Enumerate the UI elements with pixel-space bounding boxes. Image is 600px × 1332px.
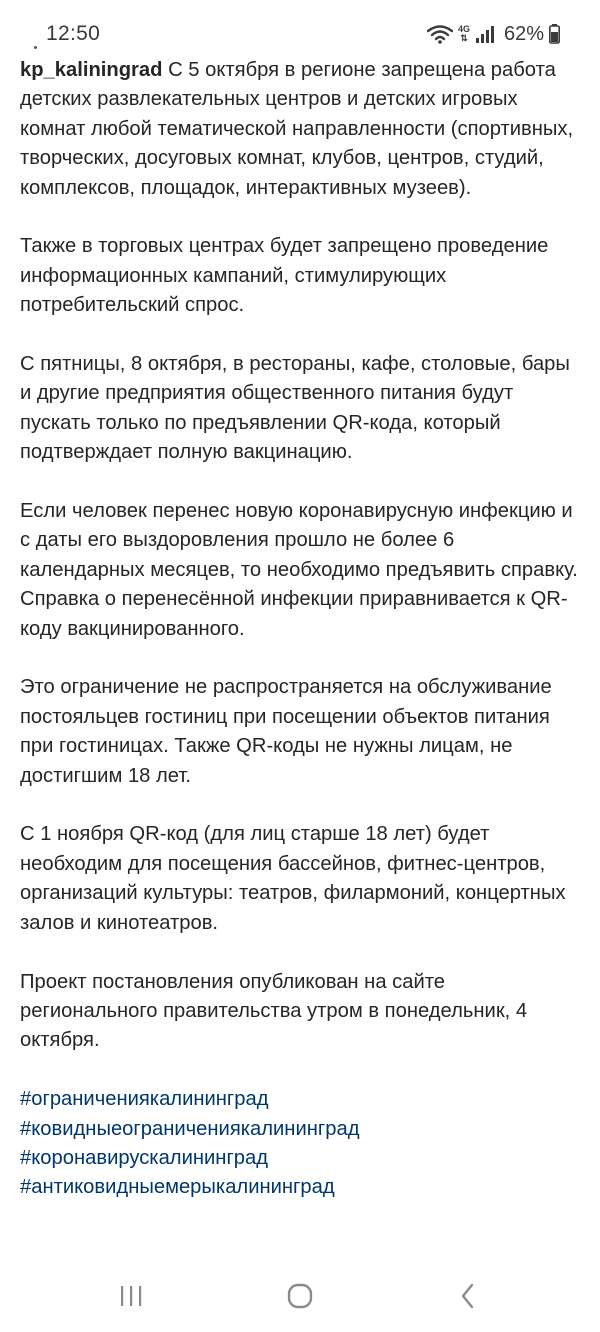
signal-icon xyxy=(475,24,497,44)
battery-percent: 62% xyxy=(503,22,544,45)
hashtag-link[interactable]: #антиковидныемерыкалининград xyxy=(20,1176,335,1199)
caption-paragraph: Это ограничение не распространяется на обслуживание постояльцев гостиниц при посещении объектов питания при гостиницах. Также QR-коды не нужны лицам, не достигшим 18 лет. xyxy=(20,676,552,787)
caption-text: С 5 октября в регионе запрещена работа детских развлекательных центров и детских игровых комнат любой тематической направленности (спортивных, творческих, досуговых комнат, клубов, центров, студий, комплексов, площадок, интерактивных музеев). xyxy=(20,59,574,199)
status-icons xyxy=(427,20,560,48)
caption-paragraph xyxy=(20,56,582,203)
recents-button[interactable] xyxy=(101,1276,161,1320)
home-button[interactable] xyxy=(270,1276,330,1320)
caption-paragraph: С пятницы, 8 октября, в рестораны, кафе, столовые, бары и другие предприятия общественного питания будут пускать только по предъявлении QR-кода, который подтверждает полную вакцинацию. xyxy=(20,353,570,464)
post-username[interactable]: kp_kaliningrad xyxy=(20,59,163,81)
caption-paragraph: С 1 ноября QR-код (для лиц старше 18 лет) будет необходим для посещения бассейнов, фитнес-центров, организаций культуры: театров, филармоний, концертных залов и кинотеатров. xyxy=(20,823,566,934)
hashtag-link[interactable]: #ограничениякалининград xyxy=(20,1088,269,1111)
caption-paragraph: Если человек перенес новую коронавирусную инфекцию и с даты его выздоровления прошло не более 6 календарных месяцев, то необходимо предъявить справку. Справка о перенесённой инфекции приравнивается к QR-коду вакцинированного. xyxy=(20,500,578,640)
hashtag-link[interactable]: #ковидныеограничениякалининград xyxy=(20,1117,360,1140)
status-time: 12:50 xyxy=(46,22,101,45)
hashtag-list xyxy=(20,1085,582,1203)
network-type xyxy=(458,25,470,43)
caption-paragraph: Проект постановления опубликован на сайте регионального правительства утром в понедельник, 4 октября. xyxy=(20,970,528,1052)
battery-icon xyxy=(549,24,560,44)
hashtag-link[interactable]: #коронавирускалининград xyxy=(20,1146,269,1169)
post-caption xyxy=(20,56,582,1203)
back-icon xyxy=(458,1283,478,1314)
system-nav-bar xyxy=(0,1262,600,1332)
recents-icon xyxy=(118,1284,144,1313)
home-icon xyxy=(286,1282,314,1315)
status-bar xyxy=(0,0,600,60)
caption-paragraph: Также в торговых центрах будет запрещено проведение информационных кампаний, стимулирующих потребительский спрос. xyxy=(20,235,549,317)
back-button[interactable] xyxy=(438,1276,498,1320)
network-label: 4G xyxy=(457,24,470,34)
status-dot xyxy=(34,46,37,49)
wifi-icon xyxy=(427,24,453,44)
data-arrows-icon: ⇅ xyxy=(460,33,468,43)
